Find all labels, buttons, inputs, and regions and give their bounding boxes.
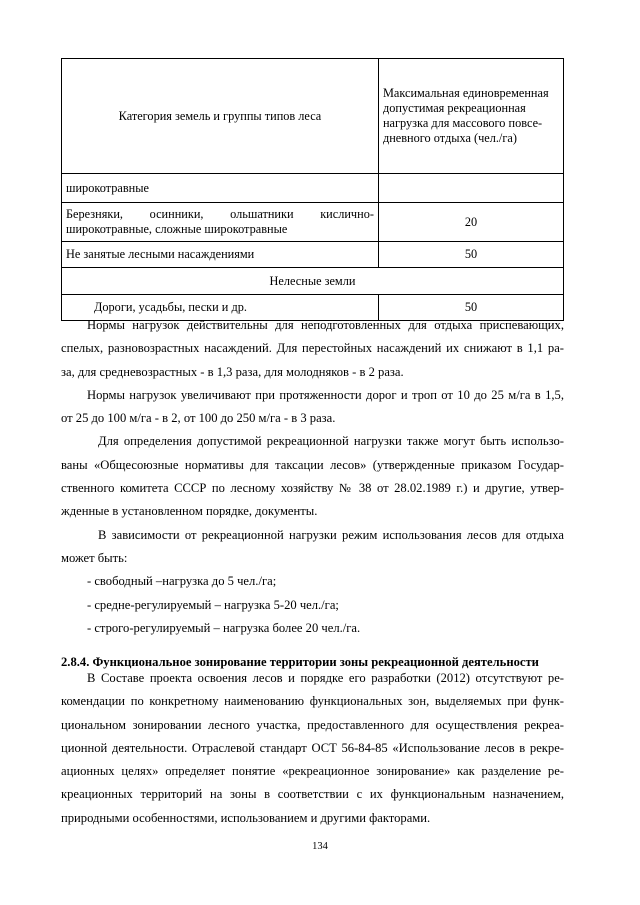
row-label — [62, 203, 379, 242]
list-item: - свободный –нагрузка до 5 чел./га; — [87, 574, 277, 589]
header-category: Категория земель и группы типов леса — [62, 59, 379, 174]
header-max-load — [378, 59, 563, 174]
text-line: природными особенностями, использованием и другими факторами. — [61, 810, 431, 825]
table-header-row — [62, 59, 564, 174]
text-line: жденные в установленном порядке, документы. — [61, 504, 318, 519]
list-item: - средне-регулируемый – нагрузка 5-20 чел./га; — [87, 597, 339, 612]
text-line: спелых, разновозрастных насаждений. Для перестойных насаждений их снижают в 1,1 ра- — [61, 341, 564, 356]
header-line: Максимальная единовременная — [382, 86, 549, 100]
text-line: В Составе проекта освоения лесов и порядке его разработки (2012) отсутствуют ре- — [87, 671, 564, 685]
text-line: ваны «Общесоюзные нормативы для таксации лесов» (утвержденные приказом Государ- — [61, 457, 564, 472]
table-row — [62, 203, 564, 242]
text-line: за, для средневозрастных - в 1,3 раза, для молодняков - в 2 раза. — [61, 364, 404, 379]
row-value: 50 — [378, 242, 563, 268]
list-item: - строго-регулируемый – нагрузка более 20 чел./га. — [87, 620, 361, 635]
label-line: широкотравные, сложные широкотравные — [66, 222, 288, 236]
row-label: Не занятые лесными насаждениями — [62, 242, 379, 268]
recreation-load-table — [61, 58, 564, 321]
row-label: Дороги, усадьбы, пески и др. — [62, 295, 379, 321]
header-line: допустимая рекреационная — [382, 101, 526, 115]
text-line: Для определения допустимой рекреационной нагрузки также могут быть использо- — [98, 434, 564, 449]
table-section-row — [62, 268, 564, 295]
row-value — [378, 174, 563, 203]
text-line: Нормы нагрузок увеличивают при протяженности дорог и троп от 10 до 25 м/га в 1,5, — [87, 387, 564, 402]
text-line: В зависимости от рекреационной нагрузки режим использования лесов для отдыха — [98, 527, 564, 542]
text-line: комендации по конкретному наименованию функциональных зон, выделяемых при функ- — [61, 694, 564, 709]
body-text — [61, 314, 564, 640]
text-line: циональном зонировании лесного участка, предоставленного для осуществления рекреа- — [61, 717, 564, 732]
row-value: 20 — [378, 203, 563, 242]
text-line: креационных территорий на зоны в соответствии с их функциональным назначением, — [61, 787, 564, 802]
text-line: ционной деятельности. Отраслевой стандарт ОСТ 56-84-85 «Использование лесов в рекре- — [61, 740, 564, 755]
header-line: нагрузка для массового повсе- — [382, 116, 543, 130]
table-row — [62, 174, 564, 203]
text-line: Нормы нагрузок действительны для неподготовленных для отдыха приспевающих, — [87, 318, 564, 332]
text-line: от 25 до 100 м/га - в 2, от 100 до 250 м/га - в 3 раза. — [61, 411, 336, 426]
text-line: может быть: — [61, 550, 128, 565]
text-line: ационных целях» определяет понятие «рекреационное зонирование» как разделение ре- — [61, 764, 564, 779]
table-row — [62, 242, 564, 268]
section-text — [61, 667, 564, 830]
label-line: Березняки, осинники, ольшатники кислично- — [66, 207, 374, 221]
page-number: 134 — [312, 841, 328, 852]
header-line: дневного отдыха (чел./га) — [382, 131, 517, 145]
row-label: широкотравные — [62, 174, 379, 203]
row-value: 50 — [378, 295, 563, 321]
section-label: Нелесные земли — [62, 268, 564, 295]
section-heading: 2.8.4. Функциональное зонирование территории зоны рекреационной деятельности — [61, 655, 539, 669]
text-line: ственного комитета СССР по лесному хозяйству № 38 от 28.02.1989 г.) и другие, утвер- — [61, 481, 564, 496]
